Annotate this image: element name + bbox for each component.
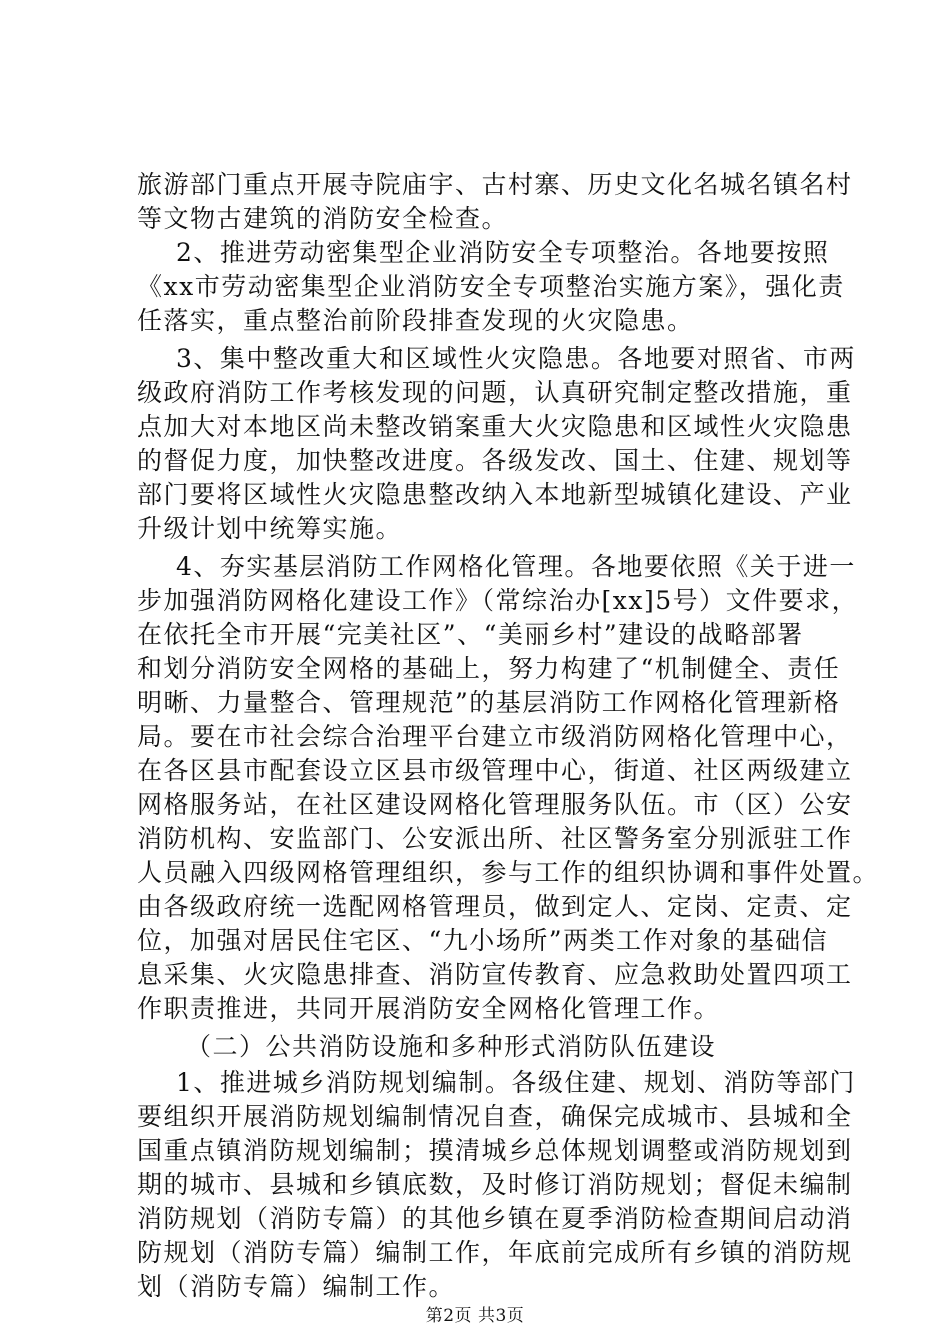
text-line: 局。要在市社会综合治理平台建立市级消防网格化管理中心，	[137, 722, 853, 751]
text-line: 国重点镇消防规划编制；摸清城乡总体规划调整或消防规划到	[137, 1136, 853, 1165]
text-line: 网格服务站，在社区建设网格化管理服务队伍。市（区）公安	[137, 790, 853, 819]
text-line: 的督促力度，加快整改进度。各级发改、国土、住建、规划等	[137, 446, 853, 475]
text-line: 在各区县市配套设立区县市级管理中心，街道、社区两级建立	[137, 756, 853, 785]
text-line: 明晰、力量整合、管理规范”的基层消防工作网格化管理新格	[137, 688, 841, 717]
text-line: 升级计划中统筹实施。	[137, 514, 403, 543]
text-line: 在依托全市开展“完美社区”、“美丽乡村”建设的战略部署	[137, 620, 804, 649]
text-line: 作职责推进，共同开展消防安全网格化管理工作。	[137, 994, 721, 1023]
text-line: 人员融入四级网格管理组织，参与工作的组织协调和事件处置。	[137, 858, 880, 887]
text-line: 消防规划（消防专篇）的其他乡镇在夏季消防检查期间启动消	[137, 1204, 853, 1233]
text-line: 点加大对本地区尚未整改销案重大火灾隐患和区域性火灾隐患	[137, 412, 853, 441]
text-line: 2、推进劳动密集型企业消防安全专项整治。各地要按照	[176, 238, 830, 267]
text-line: 级政府消防工作考核发现的问题，认真研究制定整改措施，重	[137, 378, 853, 407]
text-line: 防规划（消防专篇）编制工作，年底前完成所有乡镇的消防规	[137, 1238, 853, 1267]
text-line: 等文物古建筑的消防安全检查。	[137, 204, 509, 233]
text-line: 1、推进城乡消防规划编制。各级住建、规划、消防等部门	[176, 1068, 856, 1097]
text-line: 任落实，重点整治前阶段排查发现的火灾隐患。	[137, 306, 694, 335]
text-line: 消防机构、安监部门、公安派出所、社区警务室分别派驻工作	[137, 824, 853, 853]
text-line: 由各级政府统一选配网格管理员，做到定人、定岗、定责、定	[137, 892, 853, 921]
text-line: 划（消防专篇）编制工作。	[137, 1272, 456, 1301]
text-line: 位，加强对居民住宅区、“九小场所”两类工作对象的基础信	[137, 926, 829, 955]
text-line: 期的城市、县城和乡镇底数，及时修订消防规划；督促未编制	[137, 1170, 853, 1199]
text-line: 旅游部门重点开展寺院庙宇、古村寨、历史文化名城名镇名村	[137, 170, 853, 199]
text-line: 《xx市劳动密集型企业消防安全专项整治实施方案》，强化责	[137, 272, 845, 301]
text-line: 4、夯实基层消防工作网格化管理。各地要依照《关于进一	[176, 552, 856, 581]
page-footer: 第2页 共3页	[425, 1306, 525, 1326]
text-line: 和划分消防安全网格的基础上，努力构建了“机制健全、责任	[137, 654, 841, 683]
text-line: 3、集中整改重大和区域性火灾隐患。各地要对照省、市两	[176, 344, 856, 373]
text-line: 要组织开展消防规划编制情况自查，确保完成城市、县城和全	[137, 1102, 853, 1131]
text-line: （二）公共消防设施和多种形式消防队伍建设	[186, 1032, 717, 1061]
text-line: 部门要将区域性火灾隐患整改纳入本地新型城镇化建设、产业	[137, 480, 853, 509]
text-line: 息采集、火灾隐患排查、消防宣传教育、应急救助处置四项工	[137, 960, 853, 989]
text-line: 步加强消防网格化建设工作》（常综治办[xx]5号）文件要求，	[137, 586, 859, 615]
